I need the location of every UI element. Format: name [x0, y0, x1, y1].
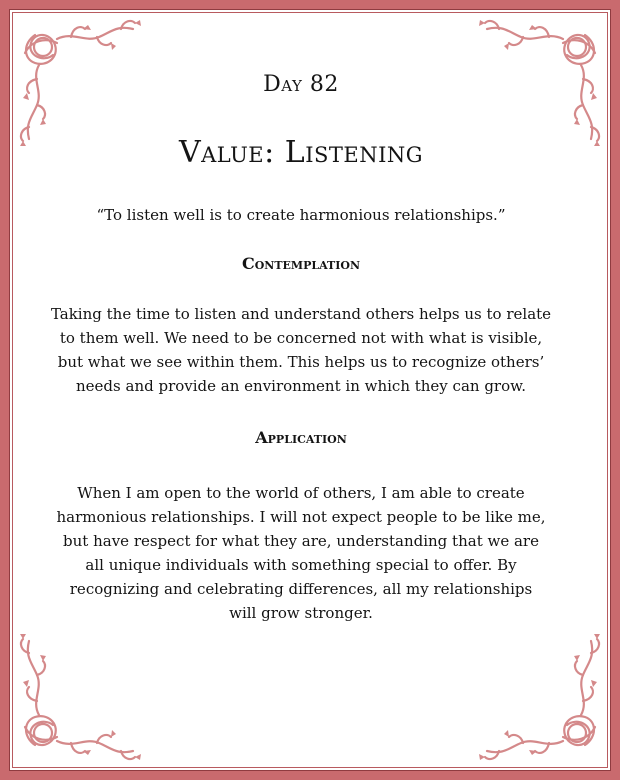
contemplation-heading: Contemplation — [241, 254, 361, 273]
paragraph-line: but have respect for what they are, understanding that we are — [63, 532, 539, 550]
contemplation-paragraph — [40, 302, 562, 398]
paragraph-line: will grow stronger. — [229, 604, 373, 622]
application-paragraph — [40, 481, 562, 625]
paragraph-line: harmonious relationships. I will not expect people to be like me, — [56, 508, 546, 526]
paragraph-line: When I am open to the world of others, I am able to create — [77, 484, 525, 502]
corner-ornament-icon — [467, 627, 607, 767]
paragraph-line: Taking the time to listen and understand others helps us to relate — [50, 305, 552, 323]
quote: “To listen well is to create harmonious relationships.” — [96, 206, 506, 224]
paragraph-line: recognizing and celebrating differences, all my relationships — [69, 580, 533, 598]
paragraph-line: to them well. We need to be concerned not with what is visible, — [59, 329, 543, 347]
corner-ornament-icon — [13, 627, 153, 767]
paragraph-line: but what we see within them. This helps us to recognize others’ — [57, 353, 545, 371]
paragraph-line: needs and provide an environment in which they can grow. — [76, 377, 526, 395]
paragraph-line: all unique individuals with something special to offer. By — [85, 556, 517, 574]
application-heading: Application — [255, 428, 347, 447]
day-label: Day 82 — [263, 72, 339, 97]
page-title: Value: Listening — [178, 135, 424, 170]
